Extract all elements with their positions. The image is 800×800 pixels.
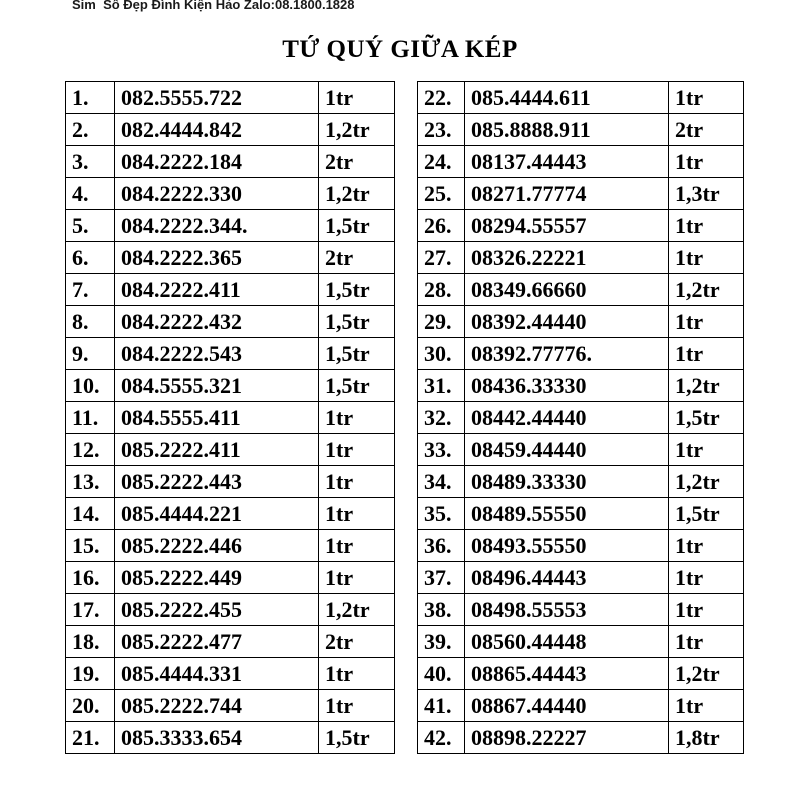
row-number-cell: 5. (66, 210, 115, 242)
price-cell: 1tr (669, 242, 744, 274)
price-cell: 1tr (669, 530, 744, 562)
table-row (66, 722, 395, 754)
price-cell: 1,5tr (319, 370, 395, 402)
price-cell: 1tr (669, 690, 744, 722)
sim-number-cell: 085.2222.446 (115, 530, 319, 562)
row-number-cell: 17. (66, 594, 115, 626)
row-number-cell: 15. (66, 530, 115, 562)
price-cell: 1tr (669, 562, 744, 594)
sim-number-cell: 08294.55557 (465, 210, 669, 242)
table-row (66, 306, 395, 338)
price-cell: 1,2tr (319, 114, 395, 146)
table-row (66, 562, 395, 594)
row-number-cell: 13. (66, 466, 115, 498)
sim-number-cell: 08459.44440 (465, 434, 669, 466)
row-number-cell: 22. (418, 82, 465, 114)
price-cell: 1tr (319, 562, 395, 594)
row-number-cell: 7. (66, 274, 115, 306)
row-number-cell: 37. (418, 562, 465, 594)
sim-number-cell: 08865.44443 (465, 658, 669, 690)
price-cell: 1tr (669, 434, 744, 466)
row-number-cell: 2. (66, 114, 115, 146)
row-number-cell: 9. (66, 338, 115, 370)
table-row (66, 434, 395, 466)
row-number-cell: 25. (418, 178, 465, 210)
price-cell: 1,2tr (669, 466, 744, 498)
price-cell: 1,5tr (319, 210, 395, 242)
sim-number-cell: 085.4444.221 (115, 498, 319, 530)
sim-number-cell: 084.2222.365 (115, 242, 319, 274)
row-number-cell: 11. (66, 402, 115, 434)
row-number-cell: 39. (418, 626, 465, 658)
price-cell: 1,3tr (669, 178, 744, 210)
table-row (66, 178, 395, 210)
table-row (418, 114, 744, 146)
price-cell: 1,5tr (319, 274, 395, 306)
table-row (66, 498, 395, 530)
sim-number-cell: 084.5555.411 (115, 402, 319, 434)
table-row (418, 562, 744, 594)
table-row (66, 690, 395, 722)
row-number-cell: 6. (66, 242, 115, 274)
price-cell: 2tr (669, 114, 744, 146)
table-row (66, 82, 395, 114)
row-number-cell: 32. (418, 402, 465, 434)
sim-number-cell: 08867.44440 (465, 690, 669, 722)
price-cell: 1tr (319, 434, 395, 466)
price-cell: 2tr (319, 626, 395, 658)
sim-number-cell: 08496.44443 (465, 562, 669, 594)
table-row (418, 498, 744, 530)
row-number-cell: 41. (418, 690, 465, 722)
table-row (66, 114, 395, 146)
row-number-cell: 20. (66, 690, 115, 722)
table-row (418, 658, 744, 690)
sim-number-cell: 085.4444.611 (465, 82, 669, 114)
table-row (66, 658, 395, 690)
table-row (66, 242, 395, 274)
sim-number-cell: 08137.44443 (465, 146, 669, 178)
price-cell: 1,8tr (669, 722, 744, 754)
table-row (66, 338, 395, 370)
sim-number-cell: 084.2222.184 (115, 146, 319, 178)
row-number-cell: 8. (66, 306, 115, 338)
sim-number-cell: 08392.44440 (465, 306, 669, 338)
price-cell: 1,2tr (319, 178, 395, 210)
sim-number-cell: 084.2222.344. (115, 210, 319, 242)
page-title: TỨ QUÝ GIỮA KÉP (282, 36, 518, 63)
row-number-cell: 33. (418, 434, 465, 466)
sim-number-cell: 085.2222.744 (115, 690, 319, 722)
sim-number-cell: 084.2222.432 (115, 306, 319, 338)
price-cell: 2tr (319, 146, 395, 178)
price-cell: 1,5tr (319, 722, 395, 754)
table-row (418, 690, 744, 722)
sim-number-cell: 08489.33330 (465, 466, 669, 498)
price-cell: 1tr (319, 498, 395, 530)
table-row (66, 530, 395, 562)
table-row (418, 306, 744, 338)
price-cell: 1tr (669, 306, 744, 338)
row-number-cell: 18. (66, 626, 115, 658)
price-cell: 1,5tr (319, 306, 395, 338)
sim-table-right (417, 81, 744, 754)
sim-number-cell: 084.2222.543 (115, 338, 319, 370)
price-cell: 1,5tr (319, 338, 395, 370)
sim-number-cell: 084.5555.321 (115, 370, 319, 402)
table-row (418, 402, 744, 434)
row-number-cell: 30. (418, 338, 465, 370)
sim-number-cell: 085.2222.455 (115, 594, 319, 626)
sim-number-cell: 082.4444.842 (115, 114, 319, 146)
sim-number-cell: 08326.22221 (465, 242, 669, 274)
row-number-cell: 10. (66, 370, 115, 402)
table-row (66, 274, 395, 306)
sim-number-cell: 085.2222.411 (115, 434, 319, 466)
price-cell: 1tr (319, 82, 395, 114)
price-cell: 1,5tr (669, 402, 744, 434)
price-cell: 1tr (669, 146, 744, 178)
row-number-cell: 36. (418, 530, 465, 562)
table-row (418, 82, 744, 114)
price-cell: 1tr (319, 402, 395, 434)
sim-number-cell: 085.3333.654 (115, 722, 319, 754)
table-row (418, 274, 744, 306)
row-number-cell: 27. (418, 242, 465, 274)
price-cell: 1tr (319, 658, 395, 690)
price-cell: 1,2tr (669, 370, 744, 402)
price-cell: 2tr (319, 242, 395, 274)
sim-number-cell: 08560.44448 (465, 626, 669, 658)
row-number-cell: 40. (418, 658, 465, 690)
price-cell: 1,2tr (319, 594, 395, 626)
row-number-cell: 28. (418, 274, 465, 306)
row-number-cell: 16. (66, 562, 115, 594)
table-row (66, 626, 395, 658)
sim-number-cell: 085.2222.449 (115, 562, 319, 594)
table-row (418, 242, 744, 274)
sim-number-cell: 084.2222.330 (115, 178, 319, 210)
table-row (66, 402, 395, 434)
sim-number-cell: 08898.22227 (465, 722, 669, 754)
table-row (66, 146, 395, 178)
table-row (418, 434, 744, 466)
sim-number-cell: 082.5555.722 (115, 82, 319, 114)
price-cell: 1,2tr (669, 274, 744, 306)
table-row (418, 530, 744, 562)
price-cell: 1tr (669, 594, 744, 626)
table-row (418, 626, 744, 658)
row-number-cell: 19. (66, 658, 115, 690)
row-number-cell: 42. (418, 722, 465, 754)
price-cell: 1tr (669, 210, 744, 242)
sim-number-cell: 084.2222.411 (115, 274, 319, 306)
row-number-cell: 34. (418, 466, 465, 498)
sim-number-cell: 08392.77776. (465, 338, 669, 370)
sim-number-cell: 085.2222.477 (115, 626, 319, 658)
price-cell: 1tr (319, 530, 395, 562)
sim-number-cell: 08271.77774 (465, 178, 669, 210)
row-number-cell: 26. (418, 210, 465, 242)
price-cell: 1,2tr (669, 658, 744, 690)
table-row (418, 370, 744, 402)
row-number-cell: 23. (418, 114, 465, 146)
table-row (418, 466, 744, 498)
row-number-cell: 3. (66, 146, 115, 178)
sim-number-cell: 08489.55550 (465, 498, 669, 530)
sim-number-cell: 08498.55553 (465, 594, 669, 626)
table-row (66, 370, 395, 402)
table-row (418, 722, 744, 754)
sim-table-left (65, 81, 395, 754)
price-cell: 1tr (669, 82, 744, 114)
table-row (418, 146, 744, 178)
sim-number-cell: 085.2222.443 (115, 466, 319, 498)
price-cell: 1tr (319, 690, 395, 722)
sim-number-cell: 085.8888.911 (465, 114, 669, 146)
row-number-cell: 24. (418, 146, 465, 178)
table-row (418, 178, 744, 210)
sim-number-cell: 08349.66660 (465, 274, 669, 306)
row-number-cell: 31. (418, 370, 465, 402)
row-number-cell: 14. (66, 498, 115, 530)
price-cell: 1tr (669, 626, 744, 658)
table-row (66, 210, 395, 242)
row-number-cell: 21. (66, 722, 115, 754)
sim-number-cell: 08493.55550 (465, 530, 669, 562)
price-cell: 1tr (669, 338, 744, 370)
price-cell: 1,5tr (669, 498, 744, 530)
table-row (66, 466, 395, 498)
sim-number-cell: 08442.44440 (465, 402, 669, 434)
row-number-cell: 38. (418, 594, 465, 626)
table-row (418, 210, 744, 242)
table-row (418, 338, 744, 370)
row-number-cell: 12. (66, 434, 115, 466)
table-row (66, 594, 395, 626)
row-number-cell: 4. (66, 178, 115, 210)
sim-number-cell: 08436.33330 (465, 370, 669, 402)
table-row (418, 594, 744, 626)
header-contact-text: Sim Số Đẹp Đình Kiện Hảo Zalo:08.1800.1828 (72, 0, 355, 12)
price-cell: 1tr (319, 466, 395, 498)
row-number-cell: 29. (418, 306, 465, 338)
sim-number-cell: 085.4444.331 (115, 658, 319, 690)
row-number-cell: 1. (66, 82, 115, 114)
row-number-cell: 35. (418, 498, 465, 530)
